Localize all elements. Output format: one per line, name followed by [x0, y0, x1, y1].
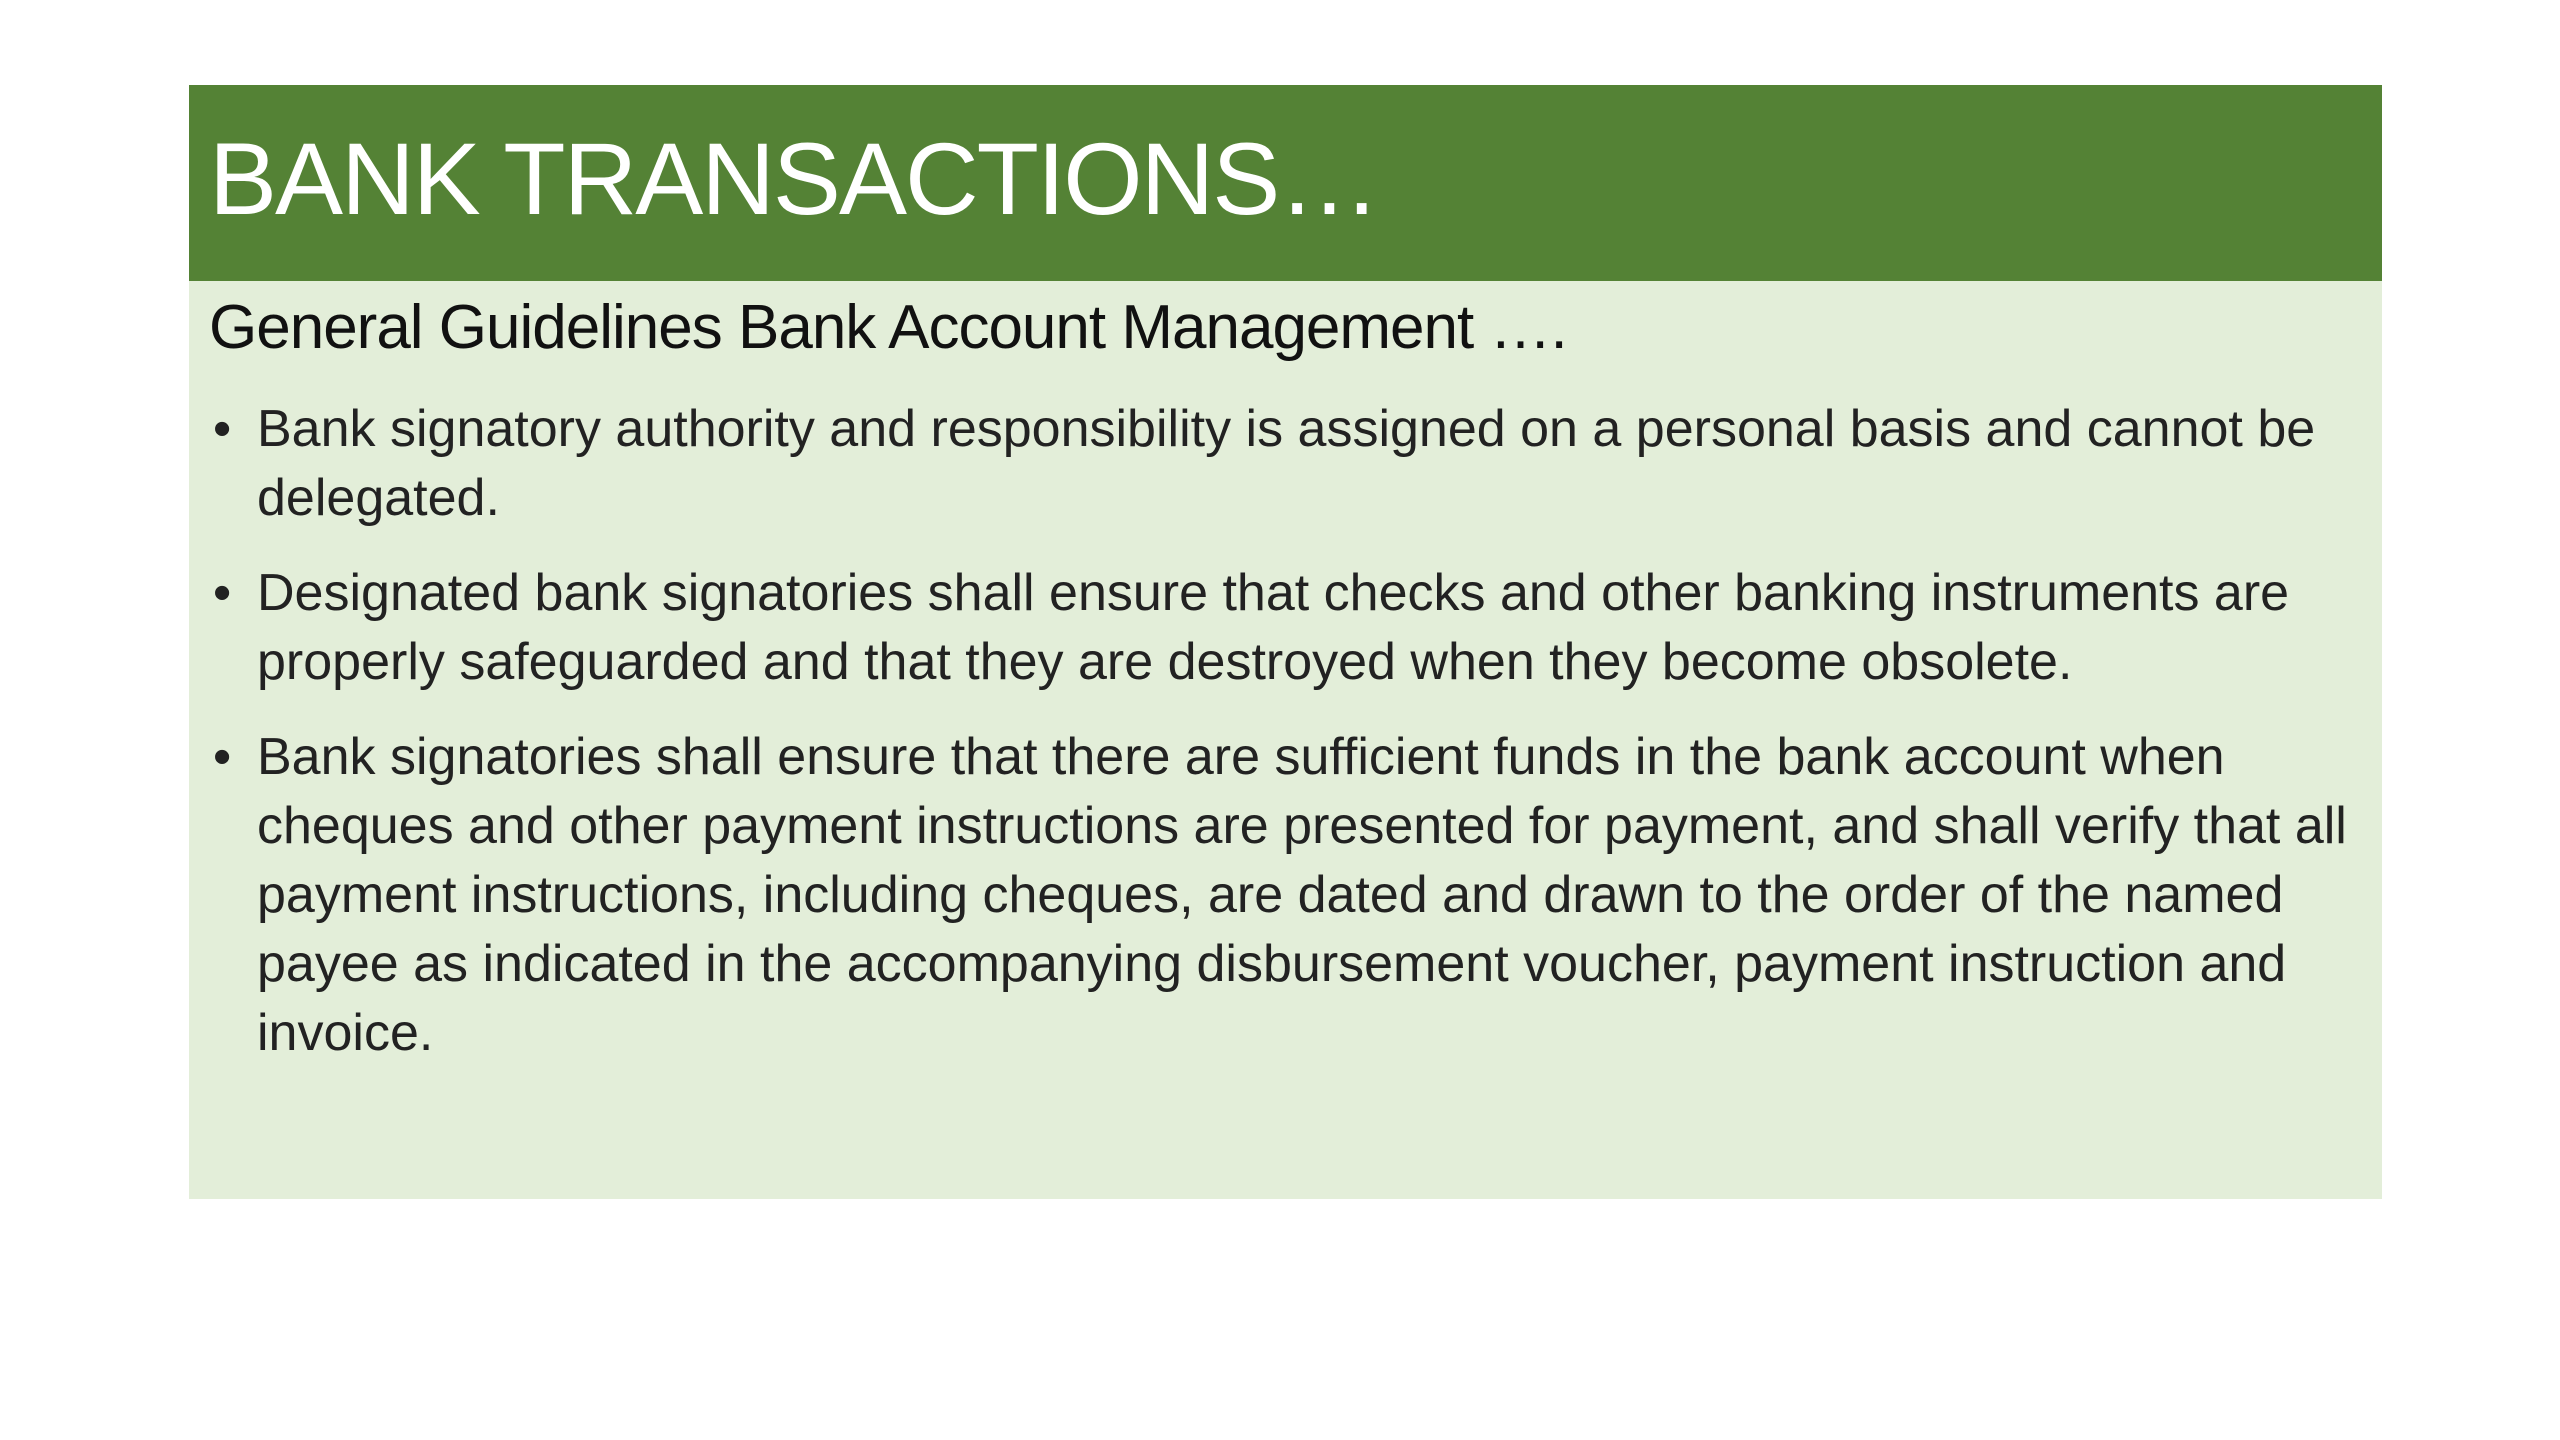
bullet-item [209, 559, 2364, 697]
slide-title: BANK TRANSACTIONS… [209, 122, 1379, 236]
bullet-item [209, 723, 2364, 1068]
bullet-list [209, 395, 2364, 1094]
bullet-text: Designated bank signatories shall ensure that checks and other banking instruments are properly safeguarded and that they are destroyed when they become obsolete. [257, 564, 2290, 691]
bullet-text: Bank signatory authority and responsibility is assigned on a personal basis and cannot be delegated. [257, 400, 2316, 527]
title-band [189, 85, 2382, 281]
content-card [189, 85, 2382, 1199]
slide-subtitle: General Guidelines Bank Account Management …. [209, 293, 1567, 362]
bullet-dot: • [213, 728, 232, 786]
bullet-dot: • [213, 564, 232, 622]
bullet-dot: • [213, 400, 232, 458]
bullet-item [209, 395, 2364, 533]
bullet-text: Bank signatories shall ensure that there are sufficient funds in the bank account when cheques and other payment instructions are presented for payment, and shall verify that all payment instructions, including cheques, are dated and drawn to the order of the named payee as indicated in the accompanying disbursement voucher, payment instruction and invoice. [257, 728, 2347, 1062]
